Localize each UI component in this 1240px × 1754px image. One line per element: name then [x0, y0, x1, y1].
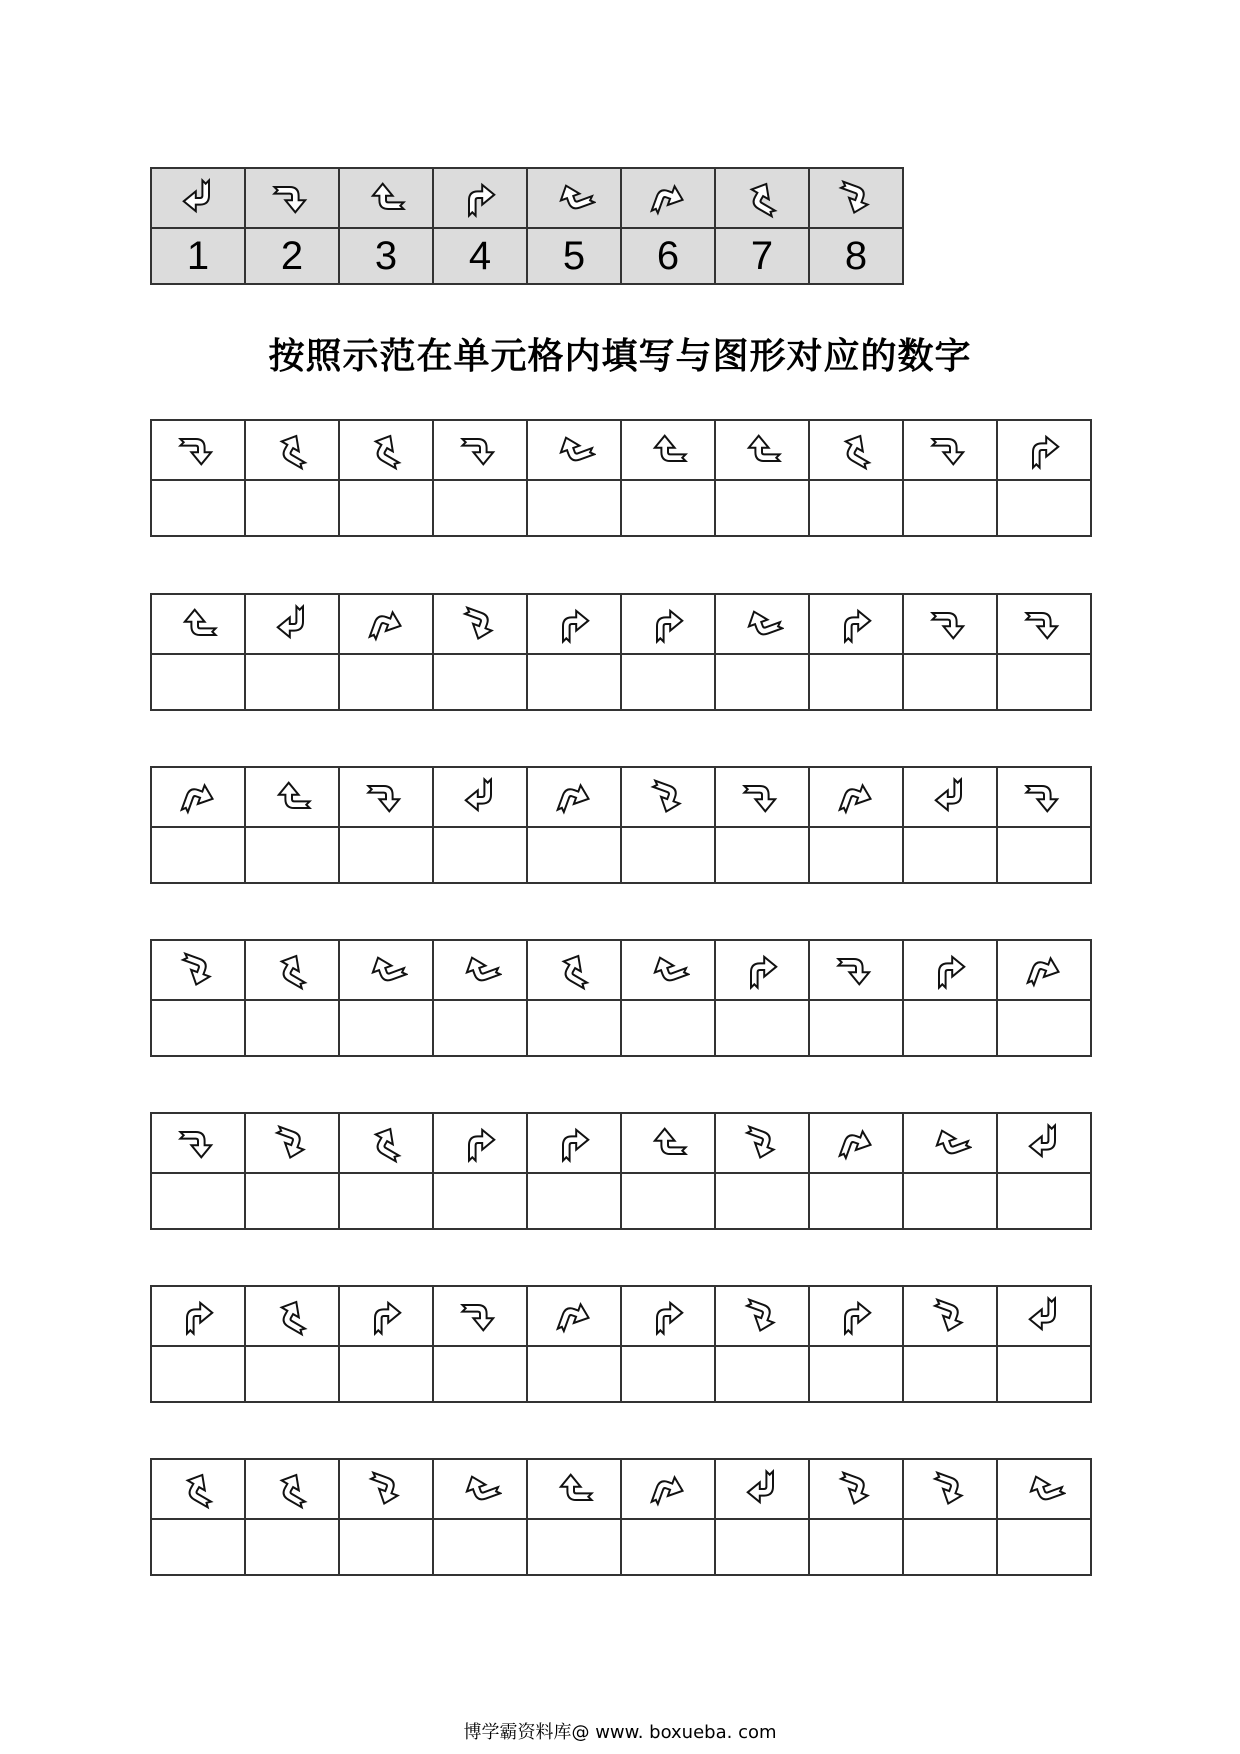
- worksheet-symbol-cell: [997, 594, 1091, 654]
- arrow-up-left-icon: [740, 428, 784, 472]
- worksheet-symbol-cell: [997, 940, 1091, 1000]
- arrow-down-right-icon: [176, 428, 220, 472]
- worksheet-symbol-cell: [715, 1113, 809, 1173]
- answer-cell[interactable]: [151, 1346, 245, 1402]
- worksheet-symbol-cell: [527, 1286, 621, 1346]
- arrow-up-left-icon: [552, 1467, 596, 1511]
- answer-cell[interactable]: [715, 1346, 809, 1402]
- worksheet-symbol-cell: [339, 767, 433, 827]
- arrow-up-right-icon: [646, 1294, 690, 1338]
- answer-cell[interactable]: [339, 480, 433, 536]
- arrow-left-up-icon: [270, 428, 314, 472]
- answer-cell[interactable]: [903, 1519, 997, 1575]
- key-table: [150, 167, 904, 285]
- arrow-up-right-icon: [740, 948, 784, 992]
- arrow-up-right-icon: [1022, 428, 1066, 472]
- answer-cell[interactable]: [903, 1000, 997, 1056]
- answer-cell[interactable]: [997, 1519, 1091, 1575]
- arrow-right-up-icon: [364, 602, 408, 646]
- worksheet-symbol-cell: [151, 940, 245, 1000]
- worksheet-symbol-cell: [809, 1459, 903, 1519]
- arrow-left-down-icon: [364, 948, 408, 992]
- answer-cell[interactable]: [715, 480, 809, 536]
- worksheet-symbol-cell: [433, 594, 527, 654]
- answer-cell[interactable]: [245, 1346, 339, 1402]
- worksheet-symbol-cell: [715, 420, 809, 480]
- arrow-down-right-icon: [834, 948, 878, 992]
- worksheet-table: [150, 1285, 1092, 1403]
- worksheet-symbol-cell: [339, 594, 433, 654]
- arrow-right-down-icon: [364, 1467, 408, 1511]
- arrow-left-up-icon: [364, 1121, 408, 1165]
- answer-cell[interactable]: [903, 827, 997, 883]
- answer-cell[interactable]: [997, 654, 1091, 710]
- answer-cell[interactable]: [433, 827, 527, 883]
- arrow-up-right-icon: [176, 1294, 220, 1338]
- worksheet-symbol-cell: [621, 1286, 715, 1346]
- arrow-down-left-icon: [270, 602, 314, 646]
- answer-cell[interactable]: [903, 1173, 997, 1229]
- worksheet-symbol-cell: [245, 1459, 339, 1519]
- worksheet-symbol-cell: [997, 1113, 1091, 1173]
- worksheet-symbol-cell: [433, 767, 527, 827]
- answer-cell[interactable]: [245, 827, 339, 883]
- key-number-row: [151, 228, 903, 284]
- arrow-right-up-icon: [176, 775, 220, 819]
- worksheet-symbol-cell: [715, 767, 809, 827]
- answer-cell[interactable]: [621, 1000, 715, 1056]
- arrow-down-left-icon: [458, 775, 502, 819]
- key-symbol-cell: [621, 168, 715, 228]
- worksheet-symbol-cell: [245, 940, 339, 1000]
- answer-cell[interactable]: [997, 827, 1091, 883]
- answer-cell[interactable]: [245, 480, 339, 536]
- worksheet-symbol-cell: [621, 420, 715, 480]
- answer-cell[interactable]: [809, 654, 903, 710]
- arrow-up-right-icon: [552, 1121, 596, 1165]
- worksheet-symbol-cell: [151, 767, 245, 827]
- arrow-up-right-icon: [834, 1294, 878, 1338]
- worksheet-symbol-cell: [715, 594, 809, 654]
- answer-cell[interactable]: [715, 654, 809, 710]
- key-number-cell: 6: [621, 228, 715, 284]
- arrow-left-down-icon: [740, 602, 784, 646]
- worksheet-symbol-cell: [903, 767, 997, 827]
- answer-cell[interactable]: [527, 1519, 621, 1575]
- answer-cell[interactable]: [527, 1173, 621, 1229]
- arrow-left-down-icon: [552, 428, 596, 472]
- key-number-cell: 3: [339, 228, 433, 284]
- worksheet-symbol-cell: [433, 940, 527, 1000]
- answer-cell[interactable]: [715, 827, 809, 883]
- worksheet-answer-row: [151, 1519, 1091, 1575]
- answer-cell[interactable]: [527, 480, 621, 536]
- worksheet-symbol-cell: [433, 1113, 527, 1173]
- worksheet-symbol-cell: [809, 594, 903, 654]
- worksheet-symbol-cell: [997, 420, 1091, 480]
- worksheet-symbol-row: [151, 420, 1091, 480]
- answer-cell[interactable]: [527, 827, 621, 883]
- arrow-up-right-icon: [458, 176, 502, 220]
- answer-cell[interactable]: [527, 1000, 621, 1056]
- answer-cell[interactable]: [997, 480, 1091, 536]
- arrow-down-left-icon: [740, 1467, 784, 1511]
- answer-cell[interactable]: [339, 827, 433, 883]
- answer-cell[interactable]: [245, 1000, 339, 1056]
- arrow-down-right-icon: [928, 428, 972, 472]
- worksheet-symbol-cell: [433, 420, 527, 480]
- arrow-down-right-icon: [176, 1121, 220, 1165]
- worksheet-symbol-cell: [621, 940, 715, 1000]
- worksheet-symbol-cell: [527, 1113, 621, 1173]
- key-number-cell: 2: [245, 228, 339, 284]
- arrow-left-up-icon: [270, 1467, 314, 1511]
- arrow-right-up-icon: [552, 775, 596, 819]
- arrow-down-right-icon: [270, 176, 314, 220]
- worksheet-symbol-cell: [433, 1286, 527, 1346]
- arrow-right-up-icon: [1022, 948, 1066, 992]
- arrow-down-right-icon: [458, 428, 502, 472]
- worksheet-symbol-cell: [715, 1459, 809, 1519]
- answer-cell[interactable]: [809, 1000, 903, 1056]
- arrow-left-up-icon: [270, 1294, 314, 1338]
- answer-cell[interactable]: [151, 827, 245, 883]
- arrow-right-down-icon: [740, 1121, 784, 1165]
- worksheet-symbol-cell: [809, 420, 903, 480]
- worksheet-answer-row: [151, 1346, 1091, 1402]
- answer-cell[interactable]: [715, 1000, 809, 1056]
- worksheet-symbol-cell: [621, 1459, 715, 1519]
- worksheet-symbol-cell: [715, 940, 809, 1000]
- answer-cell[interactable]: [151, 654, 245, 710]
- worksheet-answer-row: [151, 480, 1091, 536]
- worksheet-symbol-cell: [997, 767, 1091, 827]
- arrow-right-up-icon: [552, 1294, 596, 1338]
- worksheet-symbol-row: [151, 1459, 1091, 1519]
- worksheet-symbol-cell: [903, 940, 997, 1000]
- worksheet-symbol-cell: [339, 1286, 433, 1346]
- key-number-cell: 1: [151, 228, 245, 284]
- arrow-right-down-icon: [740, 1294, 784, 1338]
- answer-cell[interactable]: [433, 480, 527, 536]
- arrow-down-right-icon: [1022, 775, 1066, 819]
- key-symbol-cell: [527, 168, 621, 228]
- answer-cell[interactable]: [339, 1346, 433, 1402]
- arrow-down-right-icon: [458, 1294, 502, 1338]
- arrow-up-right-icon: [458, 1121, 502, 1165]
- answer-cell[interactable]: [809, 1173, 903, 1229]
- page-title: 按照示范在单元格内填写与图形对应的数字: [268, 336, 972, 377]
- answer-cell[interactable]: [433, 1000, 527, 1056]
- arrow-left-up-icon: [270, 948, 314, 992]
- answer-cell[interactable]: [903, 1346, 997, 1402]
- worksheet-symbol-cell: [809, 1286, 903, 1346]
- worksheet-symbol-cell: [245, 594, 339, 654]
- answer-cell[interactable]: [151, 1000, 245, 1056]
- key-symbol-cell: [433, 168, 527, 228]
- answer-cell[interactable]: [621, 1519, 715, 1575]
- answer-cell[interactable]: [151, 1519, 245, 1575]
- worksheet-answer-row: [151, 1173, 1091, 1229]
- key-symbol-row: [151, 168, 903, 228]
- arrow-down-left-icon: [928, 775, 972, 819]
- arrow-down-right-icon: [928, 602, 972, 646]
- arrow-left-down-icon: [552, 176, 596, 220]
- worksheet-symbol-cell: [151, 1459, 245, 1519]
- answer-cell[interactable]: [809, 480, 903, 536]
- worksheet-symbol-cell: [903, 1286, 997, 1346]
- arrow-right-down-icon: [176, 948, 220, 992]
- answer-cell[interactable]: [809, 827, 903, 883]
- arrow-left-down-icon: [458, 1467, 502, 1511]
- worksheet-symbol-cell: [527, 1459, 621, 1519]
- answer-cell[interactable]: [151, 480, 245, 536]
- worksheet-answer-row: [151, 1000, 1091, 1056]
- arrow-up-right-icon: [834, 602, 878, 646]
- arrow-up-left-icon: [646, 1121, 690, 1165]
- answer-cell[interactable]: [245, 654, 339, 710]
- arrow-left-down-icon: [1022, 1467, 1066, 1511]
- worksheet-symbol-cell: [621, 767, 715, 827]
- answer-cell[interactable]: [151, 1173, 245, 1229]
- worksheet-symbol-row: [151, 594, 1091, 654]
- key-symbol-cell: [339, 168, 433, 228]
- key-number-cell: 5: [527, 228, 621, 284]
- worksheet-symbol-cell: [433, 1459, 527, 1519]
- answer-cell[interactable]: [715, 1173, 809, 1229]
- arrow-down-left-icon: [1022, 1121, 1066, 1165]
- worksheet-table: [150, 419, 1092, 537]
- worksheet-table: [150, 593, 1092, 711]
- answer-cell[interactable]: [903, 654, 997, 710]
- worksheet-answer-row: [151, 827, 1091, 883]
- arrow-right-down-icon: [834, 176, 878, 220]
- arrow-up-left-icon: [364, 176, 408, 220]
- key-number-cell: 4: [433, 228, 527, 284]
- answer-cell[interactable]: [527, 654, 621, 710]
- answer-cell[interactable]: [621, 827, 715, 883]
- worksheet-symbol-cell: [245, 1113, 339, 1173]
- worksheet-symbol-cell: [151, 594, 245, 654]
- key-symbol-cell: [715, 168, 809, 228]
- answer-cell[interactable]: [339, 654, 433, 710]
- worksheet-table: [150, 1112, 1092, 1230]
- worksheet-symbol-cell: [527, 767, 621, 827]
- arrow-up-right-icon: [928, 948, 972, 992]
- answer-cell[interactable]: [997, 1000, 1091, 1056]
- arrow-left-up-icon: [740, 176, 784, 220]
- key-symbol-cell: [151, 168, 245, 228]
- arrow-left-up-icon: [364, 428, 408, 472]
- answer-cell[interactable]: [433, 654, 527, 710]
- worksheet-symbol-cell: [527, 420, 621, 480]
- worksheet-symbol-cell: [339, 1459, 433, 1519]
- worksheet-answer-row: [151, 654, 1091, 710]
- worksheet-symbol-cell: [903, 1459, 997, 1519]
- arrow-right-up-icon: [646, 1467, 690, 1511]
- worksheet-symbol-row: [151, 1286, 1091, 1346]
- arrow-left-up-icon: [552, 948, 596, 992]
- worksheet-symbol-cell: [621, 594, 715, 654]
- answer-cell[interactable]: [621, 480, 715, 536]
- answer-cell[interactable]: [245, 1173, 339, 1229]
- arrow-up-right-icon: [552, 602, 596, 646]
- arrow-right-down-icon: [928, 1467, 972, 1511]
- worksheet-symbol-cell: [339, 940, 433, 1000]
- arrow-up-left-icon: [646, 428, 690, 472]
- answer-cell[interactable]: [621, 654, 715, 710]
- arrow-up-right-icon: [364, 1294, 408, 1338]
- worksheet-table: [150, 939, 1092, 1057]
- arrow-down-left-icon: [1022, 1294, 1066, 1338]
- answer-cell[interactable]: [809, 1346, 903, 1402]
- worksheet-symbol-cell: [245, 420, 339, 480]
- arrow-right-down-icon: [458, 602, 502, 646]
- key-number-cell: 7: [715, 228, 809, 284]
- arrow-right-down-icon: [928, 1294, 972, 1338]
- arrow-right-up-icon: [834, 775, 878, 819]
- answer-cell[interactable]: [527, 1346, 621, 1402]
- worksheet-symbol-cell: [527, 594, 621, 654]
- answer-cell[interactable]: [621, 1173, 715, 1229]
- worksheet-symbol-cell: [245, 767, 339, 827]
- worksheet-symbol-cell: [903, 420, 997, 480]
- arrow-down-left-icon: [176, 176, 220, 220]
- arrow-down-right-icon: [364, 775, 408, 819]
- answer-cell[interactable]: [997, 1346, 1091, 1402]
- worksheet-symbol-cell: [339, 420, 433, 480]
- worksheet-symbol-cell: [809, 1113, 903, 1173]
- answer-cell[interactable]: [621, 1346, 715, 1402]
- answer-cell[interactable]: [433, 1346, 527, 1402]
- arrow-left-down-icon: [646, 948, 690, 992]
- key-symbol-cell: [245, 168, 339, 228]
- arrow-down-right-icon: [1022, 602, 1066, 646]
- worksheet-symbol-cell: [715, 1286, 809, 1346]
- worksheet-symbol-cell: [245, 1286, 339, 1346]
- answer-cell[interactable]: [433, 1173, 527, 1229]
- worksheet-symbol-cell: [151, 420, 245, 480]
- worksheet-symbol-cell: [151, 1286, 245, 1346]
- arrow-right-up-icon: [646, 176, 690, 220]
- worksheet-symbol-cell: [527, 940, 621, 1000]
- arrow-up-left-icon: [176, 602, 220, 646]
- worksheet-symbol-cell: [997, 1286, 1091, 1346]
- answer-cell[interactable]: [339, 1173, 433, 1229]
- answer-cell[interactable]: [903, 480, 997, 536]
- worksheet-symbol-cell: [809, 767, 903, 827]
- worksheet-symbol-cell: [903, 1113, 997, 1173]
- key-symbol-cell: [809, 168, 903, 228]
- worksheet-symbol-cell: [151, 1113, 245, 1173]
- worksheet-symbol-cell: [903, 594, 997, 654]
- worksheet-table: [150, 766, 1092, 884]
- arrow-right-down-icon: [834, 1467, 878, 1511]
- worksheet-symbol-cell: [339, 1113, 433, 1173]
- worksheet-symbol-row: [151, 767, 1091, 827]
- answer-cell[interactable]: [433, 1519, 527, 1575]
- arrow-left-up-icon: [834, 428, 878, 472]
- arrow-left-down-icon: [458, 948, 502, 992]
- answer-cell[interactable]: [997, 1173, 1091, 1229]
- worksheet-symbol-cell: [809, 940, 903, 1000]
- arrow-right-down-icon: [270, 1121, 314, 1165]
- worksheet-symbol-cell: [621, 1113, 715, 1173]
- arrow-left-down-icon: [928, 1121, 972, 1165]
- arrow-up-right-icon: [646, 602, 690, 646]
- arrow-right-down-icon: [646, 775, 690, 819]
- footer-watermark: 博学霸资料库@ www. boxueba. com: [463, 1722, 777, 1743]
- answer-cell[interactable]: [809, 1519, 903, 1575]
- arrow-right-up-icon: [834, 1121, 878, 1165]
- arrow-left-up-icon: [176, 1467, 220, 1511]
- key-number-cell: 8: [809, 228, 903, 284]
- answer-cell[interactable]: [715, 1519, 809, 1575]
- answer-cell[interactable]: [339, 1519, 433, 1575]
- worksheet-symbol-row: [151, 940, 1091, 1000]
- worksheet-symbol-cell: [997, 1459, 1091, 1519]
- answer-cell[interactable]: [339, 1000, 433, 1056]
- answer-cell[interactable]: [245, 1519, 339, 1575]
- worksheet-table: [150, 1458, 1092, 1576]
- arrow-up-left-icon: [270, 775, 314, 819]
- arrow-down-right-icon: [740, 775, 784, 819]
- worksheet-symbol-row: [151, 1113, 1091, 1173]
